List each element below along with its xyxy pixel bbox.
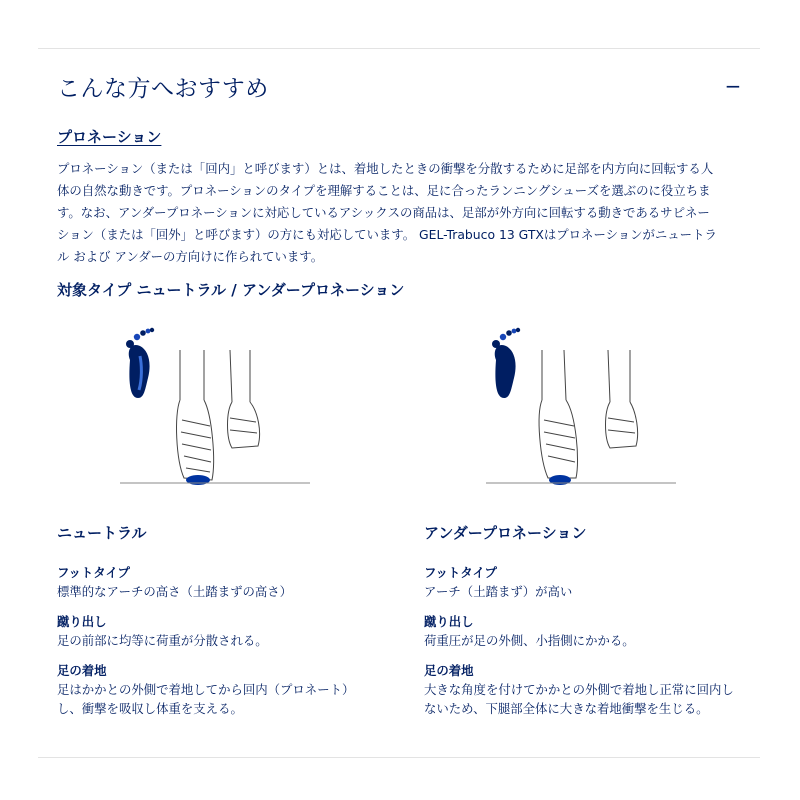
underpronation-title: アンダープロネーション bbox=[424, 524, 587, 542]
landing-label: 足の着地 bbox=[57, 663, 107, 678]
push-off-label: 蹴り出し bbox=[57, 614, 107, 629]
neutral-pronation-illustration bbox=[118, 320, 318, 490]
foot-type-label: フットタイプ bbox=[424, 565, 497, 580]
foot-type-value: 標準的なアーチの高さ（土踏まずの高さ） bbox=[57, 584, 293, 599]
pronation-description: プロネーション（または「回内」と呼びます）とは、着地したときの衝撃を分散するために足部を内方向に回転する人体の自然な動きです。プロネーションのタイプを理解することは、足に合ったランニングシューズを選ぶのに役立ちます。なお、アンダープロネーションに対応しているアシックスの商品は、足部が外方向に回転する動きであるサピネーション（または「回外」と呼びます）の方にも対応しています。 GEL-Trabuco 13 GTXはプロネーションがニュートラル および アンダーの方向けに作られています。 bbox=[57, 161, 717, 264]
running-legs-illustration bbox=[539, 350, 637, 478]
foot-type-label: フットタイプ bbox=[57, 565, 130, 580]
underpronation-type-column bbox=[424, 522, 744, 730]
landing-label: 足の着地 bbox=[424, 663, 474, 678]
landing-value: 大きな角度を付けてかかとの外側で着地し正常に回内しないため、下腿部全体に大きな着地衝撃を生じる。 bbox=[424, 682, 734, 716]
footprint-icon bbox=[126, 328, 154, 398]
push-off-value: 足の前部に均等に荷重が分散される。 bbox=[57, 633, 268, 648]
footprint-icon bbox=[492, 328, 520, 398]
push-off-value: 荷重圧が足の外側、小指側にかかる。 bbox=[424, 633, 635, 648]
foot-type-value: アーチ（土踏まず）が高い bbox=[424, 584, 573, 599]
push-off-label: 蹴り出し bbox=[424, 614, 474, 629]
pronation-link[interactable]: プロネーション bbox=[57, 128, 162, 146]
neutral-title: ニュートラル bbox=[57, 524, 147, 542]
neutral-type-column bbox=[57, 522, 377, 730]
target-type-heading: 対象タイプ ニュートラル / アンダープロネーション bbox=[57, 281, 405, 299]
collapse-toggle-icon[interactable]: − bbox=[724, 74, 742, 98]
accordion-title: こんな方へおすすめ bbox=[57, 76, 269, 102]
running-legs-illustration bbox=[177, 350, 260, 480]
bottom-divider bbox=[38, 757, 760, 758]
top-divider bbox=[38, 48, 760, 49]
landing-value: 足はかかとの外側で着地してから回内（プロネート）し、衝撃を吸収し体重を支える。 bbox=[57, 682, 355, 716]
underpronation-illustration bbox=[484, 320, 684, 490]
